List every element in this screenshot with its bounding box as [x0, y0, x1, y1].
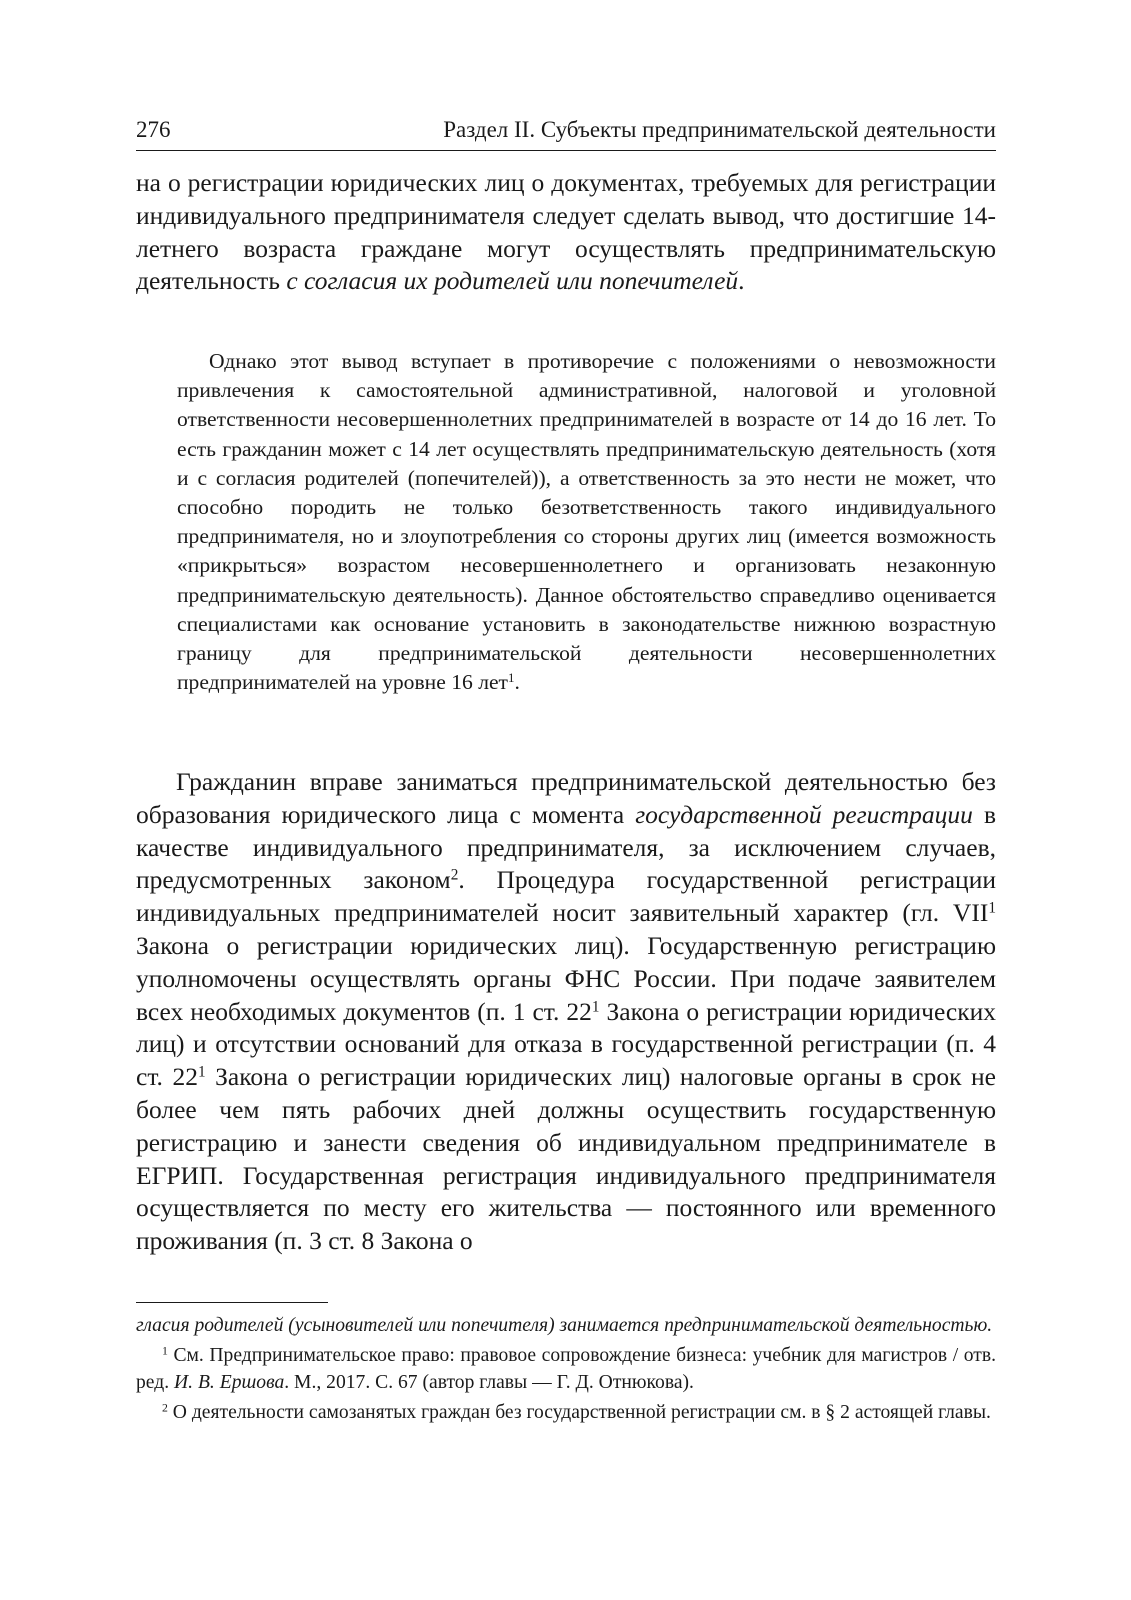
footnote-text: гласия родителей (усыновителей или попечителя) занимается предпринимательской деятельностью.	[136, 1315, 993, 1336]
superscript-index: 1	[197, 1063, 206, 1081]
footnote-ref[interactable]: 2	[450, 866, 459, 884]
small-print-paragraph	[177, 347, 996, 697]
paragraph-text: в качестве индивидуального предпринимателя, за исключением случаев, предусмотренных законом	[136, 799, 996, 895]
footnote-mark: 2	[162, 1401, 168, 1415]
paragraph-emphasis: с согласия их родителей или попечителей	[286, 266, 739, 296]
paragraph-text: Гражданин вправе заниматься предпринимательской деятельностью без образования юридического лица с момента	[136, 767, 996, 829]
paragraph-text: .	[738, 266, 745, 296]
paragraph-text: Однако этот вывод вступает в противоречие с положениями о невозможности привлечения к самостоятельной административной, налоговой и уголовной ответственности несовершеннолетних предпринимателей в возрасте от 14 до 16 лет. То есть гражданин может с 14 лет осуществлять предпринимательскую деятельность (хотя и с согласия родителей (попечителей)), а ответственность за это нести не может, что способно породить не только безответственность такого индивидуального предпринимателя, но и злоупотребления со стороны других лиц (имеется возможность «прикрыться» возрастом несовершеннолетнего и организовать незаконную предпринимательскую деятельность). Данное обстоятельство справедливо оценивается специалистами как основание установить в законодательстве нижнюю возрастную границу для предпринимательской деятельности несовершеннолетних предпринимателей на уровне 16 лет	[177, 349, 996, 695]
running-header	[136, 114, 996, 151]
paragraph-emphasis: государственной регистрации	[635, 799, 973, 829]
superscript-index: 1	[591, 998, 600, 1016]
footnote-text: . М., 2017. С. 67 (автор главы — Г. Д. Отнюкова).	[284, 1371, 694, 1393]
main-paragraph	[136, 766, 996, 1258]
footnote-text: О деятельности самозанятых граждан без государственной регистрации см. в § 2 астоящей главы.	[167, 1402, 991, 1424]
paragraph-text: на о регистрации юридических лиц о документах, требуемых для регистрации индивидуального предпринимателя следует сделать вывод, что достигшие 14- летнего возраста граждане могут осуществлять предпринимательскую деятельность	[136, 168, 996, 296]
page-number: 276	[136, 117, 171, 142]
footnote-ref[interactable]: 1	[508, 670, 515, 686]
running-title: Раздел II. Субъекты предпринимательской деятельности	[443, 117, 996, 142]
superscript-index: 1	[988, 899, 996, 917]
footnote-editor: И. В. Ершова	[174, 1371, 285, 1393]
footnote-text: См. Предпринимательское право: правовое сопровождение бизнеса: учебник для магистров / отв. ред.	[136, 1345, 996, 1393]
footnote-mark: 1	[162, 1344, 168, 1358]
footnote-divider	[136, 1302, 328, 1303]
paragraph-text: . Процедура государственной регистрации индивидуальных предпринимателей носит заявительный характер (гл. VII	[136, 865, 997, 928]
paragraph-text: Закона о регистрации юридических лиц) и отсутствии оснований для отказа в государственной регистрации (п. 4 ст. 22	[136, 996, 997, 1092]
footnote-continuation	[136, 1313, 996, 1339]
paragraph-text: .	[514, 670, 520, 695]
footnotes	[136, 1313, 996, 1427]
paragraph-text: Закона о регистрации юридических лиц) налоговые органы в срок не более чем пять рабочих дней должны осуществить государственную регистрацию и занести сведения об индивидуальном предпринимателе в ЕГРИП. Государственная регистрация индивидуального предпринимателя осуществляется по месту его жительства — постоянного или временного проживания (п. 3 ст. 8 Закона о	[136, 1062, 996, 1256]
paragraph-text: Закона о регистрации юридических лиц). Государственную регистрацию уполномочены осуществлять органы ФНС России. При подаче заявителем всех необходимых документов (п. 1 ст. 22	[136, 930, 996, 1026]
footnote-1	[136, 1343, 996, 1396]
paragraph-continuation	[136, 167, 996, 298]
footnote-2	[136, 1400, 996, 1426]
